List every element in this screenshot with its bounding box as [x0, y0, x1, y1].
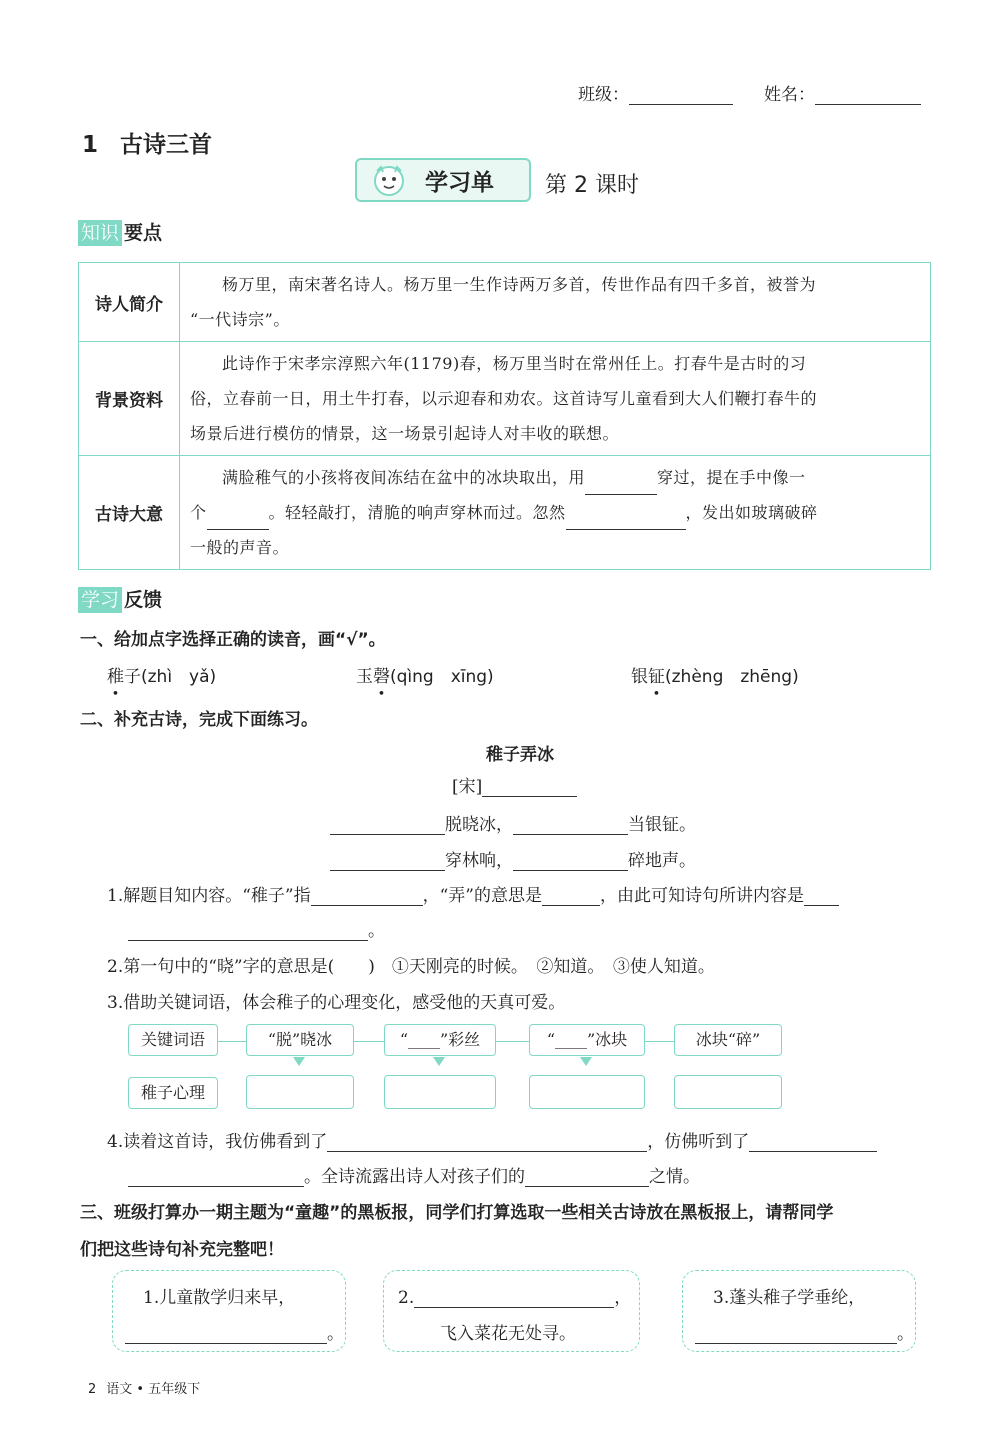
fill-blank[interactable] — [128, 940, 368, 941]
sub-question-1: 1.解题目知内容。“稚子”指 ，“弄”的意思是 ，由此可知诗句所讲内容是 — [107, 881, 839, 906]
section-knowledge-header: 知识 要点 — [78, 220, 162, 246]
tiger-mascot-icon — [363, 162, 415, 198]
section-feedback-header: 学习 反馈 — [78, 587, 162, 613]
fill-blank[interactable] — [542, 905, 600, 906]
mood-answer-box[interactable] — [529, 1075, 645, 1109]
keyword-box[interactable]: “____”冰块 — [529, 1024, 645, 1056]
keyword-box[interactable]: “____”彩丝 — [384, 1024, 496, 1056]
keyword-box: “脱”晓冰 — [246, 1024, 354, 1056]
fill-blank[interactable] — [125, 1343, 327, 1344]
class-blank[interactable] — [629, 104, 733, 105]
table-row: 古诗大意 满脸稚气的小孩将夜间冻结在盆中的冰块取出，用 穿过，提在手中像一 个 。轻轻敲打，清脆的响声穿林而过。忽然 ，发出如玻璃破碎 一般的声音。 — [79, 456, 931, 570]
fill-blank[interactable] — [414, 1307, 614, 1308]
session-label: 第 2 课时 — [545, 173, 639, 198]
down-arrow-icon — [580, 1057, 592, 1066]
question-2-heading: 二、补充古诗，完成下面练习。 — [80, 710, 318, 730]
poem-line: 穿林响， 碎地声。 — [330, 846, 696, 871]
poem-author-line: [宋] — [452, 772, 577, 797]
poem-card: 1.儿童散学归来早， 。 — [112, 1270, 346, 1352]
fill-blank[interactable] — [804, 905, 839, 906]
mood-answer-box[interactable] — [384, 1075, 496, 1109]
down-arrow-icon — [433, 1057, 445, 1066]
pinyin-item: 银钲(zhèng zhēng) — [631, 667, 799, 687]
pinyin-item: 稚子(zhì yǎ) — [107, 667, 217, 687]
name-blank[interactable] — [815, 104, 921, 105]
fill-blank[interactable] — [566, 529, 686, 530]
fill-blank[interactable] — [513, 834, 628, 835]
fill-blank[interactable] — [128, 1186, 304, 1187]
question-3-heading-cont: 们把这些诗句补充完整吧！ — [80, 1240, 284, 1260]
fill-blank[interactable] — [311, 905, 423, 906]
keyword-box: 冰块“碎” — [674, 1024, 782, 1056]
sub-question-1-cont: 。 — [128, 916, 385, 941]
mood-label-box: 稚子心理 — [128, 1077, 218, 1109]
lesson-title: 1 古诗三首 — [82, 132, 213, 158]
study-sheet-badge: 学习单 — [355, 158, 531, 202]
sub-question-2: 2.第一句中的“晓”字的意思是( ) ①天刚亮的时候。 ②知道。 ③使人知道。 — [107, 957, 715, 977]
connector — [218, 1041, 246, 1042]
question-3-heading: 三、班级打算办一期主题为“童趣”的黑板报，同学们打算选取一些相关古诗放在黑板报上，请帮同学 — [80, 1203, 834, 1223]
connector — [496, 1041, 529, 1042]
knowledge-table — [78, 262, 931, 570]
class-field: 班级： — [578, 80, 733, 105]
fill-blank[interactable] — [330, 834, 445, 835]
fill-blank[interactable] — [525, 1186, 649, 1187]
keyword-label-box: 关键词语 — [128, 1024, 218, 1056]
pinyin-item: 玉磬(qìng xīng) — [356, 667, 494, 687]
connector — [354, 1041, 384, 1042]
name-field: 姓名： — [764, 80, 921, 105]
down-arrow-icon — [293, 1057, 305, 1066]
table-row: 诗人简介 杨万里，南宋著名诗人。杨万里一生作诗两万多首，传世作品有四千多首，被誉为 “一代诗宗”。 — [79, 263, 931, 342]
table-row: 背景资料 此诗作于宋孝宗淳熙六年(1179)春，杨万里当时在常州任上。打春牛是古时的习 俗，立春前一日，用土牛打春，以示迎春和劝农。这首诗写儿童看到大人们鞭打春牛的 场景后进行模仿的情景，这一场景引起诗人对丰收的联想。 — [79, 342, 931, 456]
fill-blank[interactable] — [749, 1151, 877, 1152]
poem-card: 2. ， 飞入菜花无处寻。 — [383, 1270, 640, 1352]
author-blank[interactable] — [482, 796, 577, 797]
fill-blank[interactable] — [695, 1343, 897, 1344]
fill-blank[interactable] — [327, 1151, 647, 1152]
poem-title: 稚子弄冰 — [486, 745, 554, 765]
sub-question-3: 3.借助关键词语，体会稚子的心理变化，感受他的天真可爱。 — [107, 993, 566, 1013]
question-1-heading: 一、给加点字选择正确的读音，画“√”。 — [80, 630, 386, 650]
connector — [645, 1041, 674, 1042]
poem-line: 脱晓冰， 当银钲。 — [330, 810, 696, 835]
fill-blank[interactable] — [330, 870, 445, 871]
mood-answer-box[interactable] — [246, 1075, 354, 1109]
page-footer: 2 语文 • 五年级下 — [88, 1382, 201, 1397]
poem-card: 3.蓬头稚子学垂纶， 。 — [682, 1270, 916, 1352]
sub-question-4: 4.读着这首诗，我仿佛看到了 ，仿佛听到了 — [107, 1127, 877, 1152]
fill-blank[interactable] — [513, 870, 628, 871]
sub-question-4-cont: 。全诗流露出诗人对孩子们的 之情。 — [128, 1162, 700, 1187]
mood-answer-box[interactable] — [674, 1075, 782, 1109]
